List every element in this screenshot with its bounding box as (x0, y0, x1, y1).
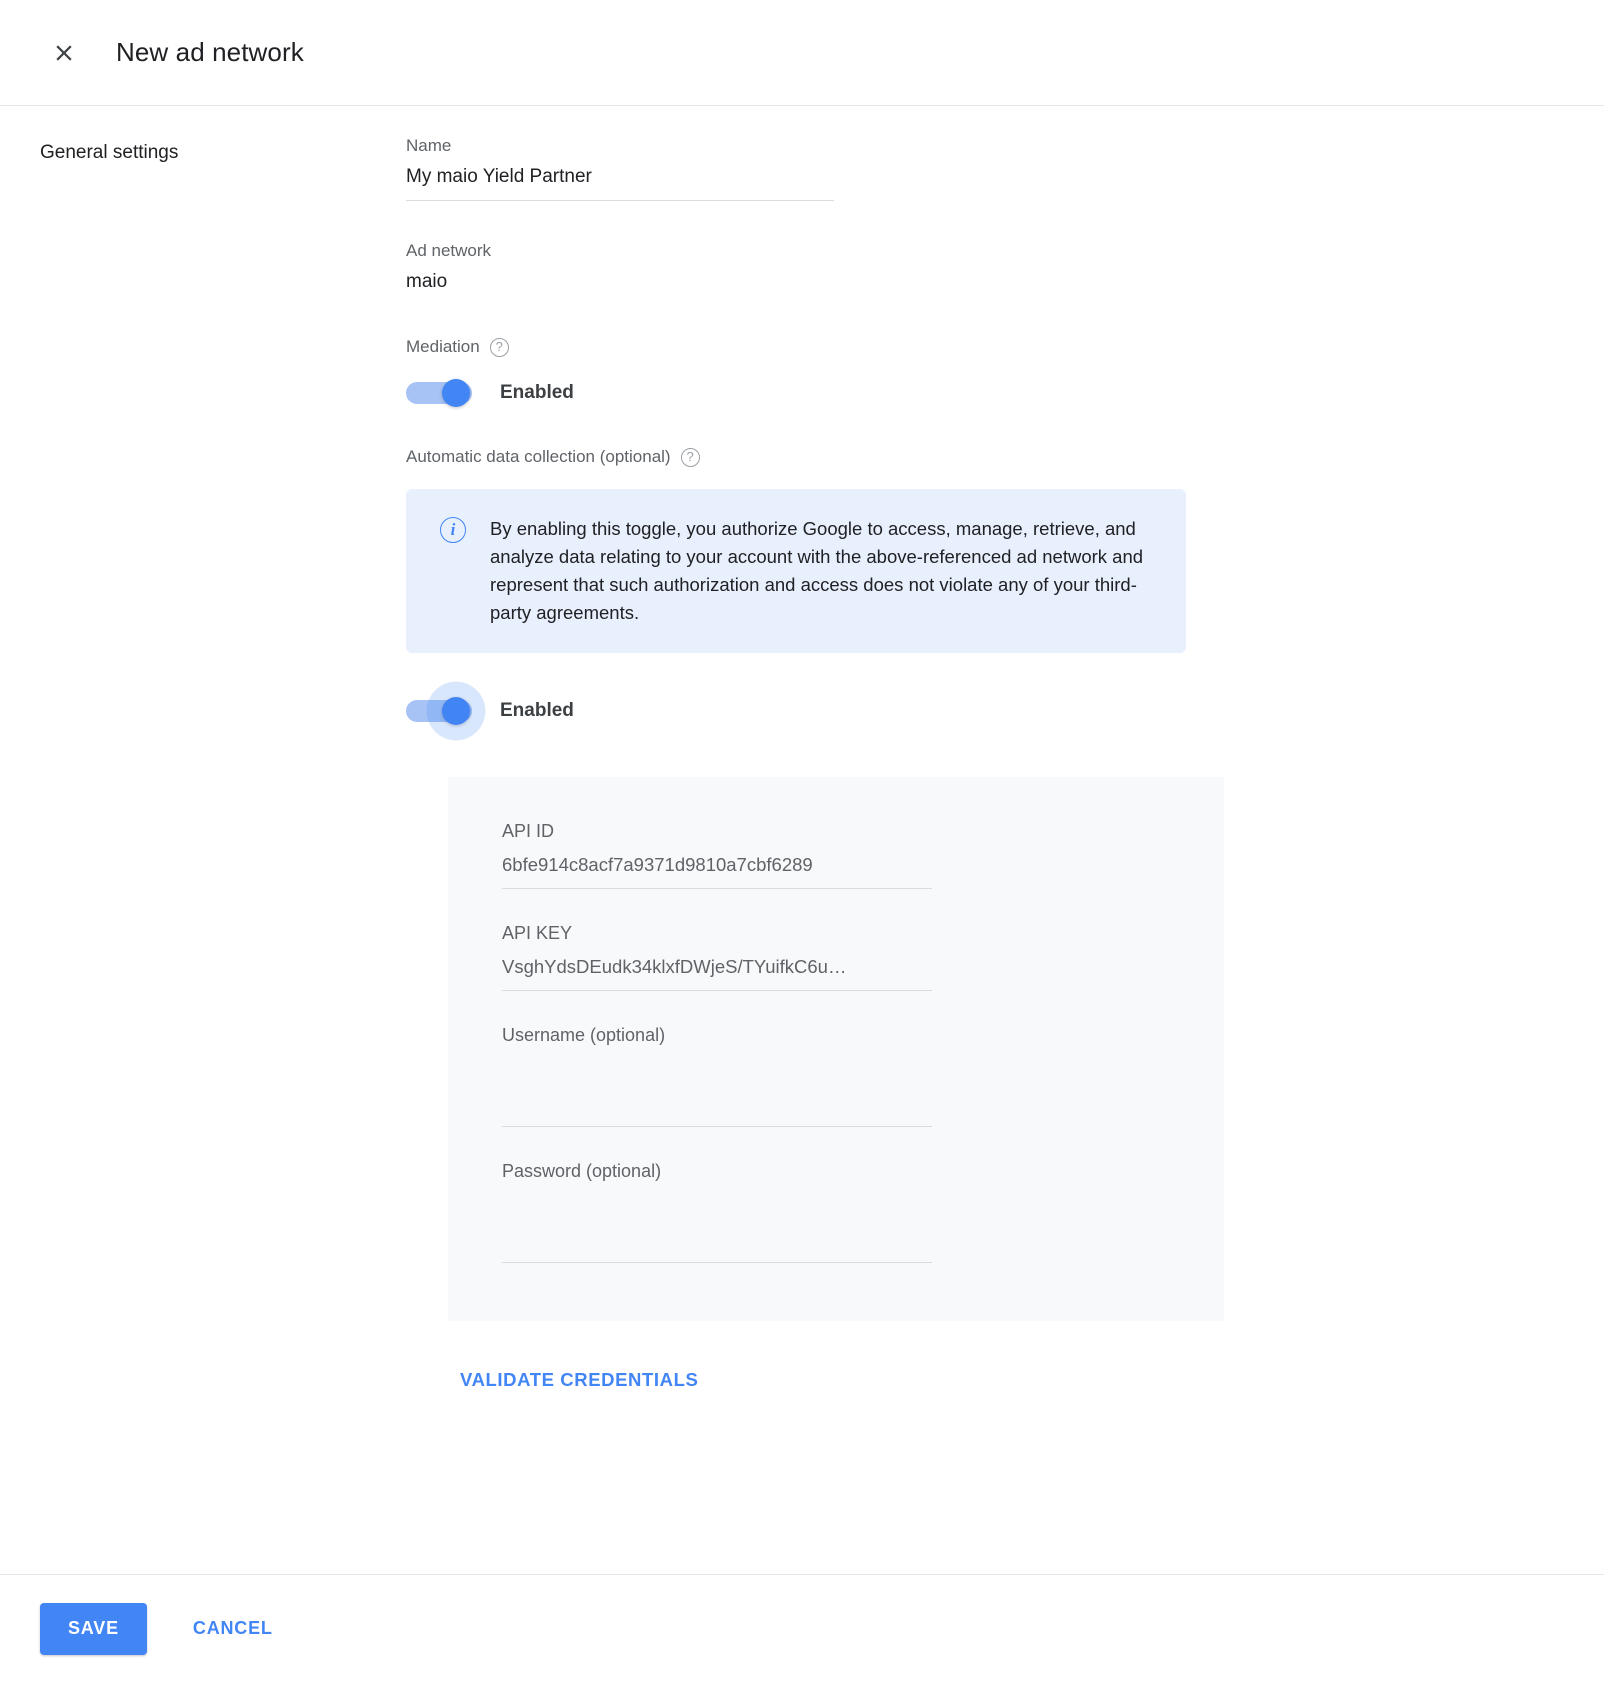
api-key-input[interactable] (502, 956, 932, 991)
adc-label: Automatic data collection (optional) (406, 447, 671, 466)
cancel-button[interactable]: CANCEL (179, 1604, 287, 1653)
mediation-label-row (406, 337, 1506, 357)
ad-network-value: maio (406, 271, 448, 292)
toggle-thumb (442, 379, 470, 407)
name-label: Name (406, 136, 452, 155)
username-input[interactable] (502, 1058, 932, 1127)
username-label: Username (optional) (502, 1025, 666, 1046)
name-field-group (406, 136, 1506, 201)
adc-toggle-row (406, 697, 1506, 725)
ad-network-label: Ad network (406, 241, 492, 260)
username-field-group (502, 1025, 1224, 1127)
password-label: Password (optional) (502, 1161, 662, 1182)
automatic-data-collection-group (406, 447, 1506, 1401)
api-id-field-group (502, 821, 1224, 889)
info-banner-text: By enabling this toggle, you authorize Google to access, manage, retrieve, and analyze data relating to your account with the above-referenced ad network and represent that such authorization and access does not violate any of your third-party agreements. (490, 518, 1144, 624)
api-key-field-group (502, 923, 1224, 991)
dialog-footer (0, 1574, 1604, 1682)
save-button[interactable]: SAVE (40, 1603, 147, 1655)
adc-toggle-label: Enabled (500, 700, 574, 722)
adc-label-row (406, 447, 1506, 467)
api-key-label: API KEY (502, 923, 573, 944)
ad-network-field-group (406, 241, 1506, 297)
mediation-field-group (406, 337, 1506, 407)
name-input[interactable] (406, 166, 834, 201)
mediation-toggle-label: Enabled (500, 382, 574, 403)
help-icon[interactable]: ? (681, 448, 700, 467)
help-icon[interactable]: ? (490, 338, 509, 357)
mediation-toggle-row (406, 379, 1506, 407)
general-settings-form (406, 106, 1506, 1401)
close-icon[interactable] (40, 29, 88, 77)
api-id-input[interactable] (502, 854, 932, 889)
dialog-header (0, 0, 1604, 106)
password-field-group (502, 1161, 1224, 1263)
automatic-data-collection-toggle[interactable] (406, 697, 474, 725)
info-icon: i (440, 517, 466, 543)
password-input[interactable] (502, 1194, 932, 1263)
validate-credentials-button[interactable]: VALIDATE CREDENTIALS (448, 1359, 710, 1401)
toggle-thumb (442, 697, 470, 725)
authorization-info-banner (406, 489, 1186, 653)
mediation-label: Mediation (406, 337, 480, 356)
section-label-general-settings: General settings (40, 142, 179, 163)
dialog-body (0, 106, 1604, 1401)
credentials-card (448, 777, 1224, 1321)
toggle-track (406, 700, 472, 722)
page-title: New ad network (116, 37, 304, 67)
api-id-label: API ID (502, 821, 555, 842)
mediation-toggle[interactable] (406, 379, 474, 407)
